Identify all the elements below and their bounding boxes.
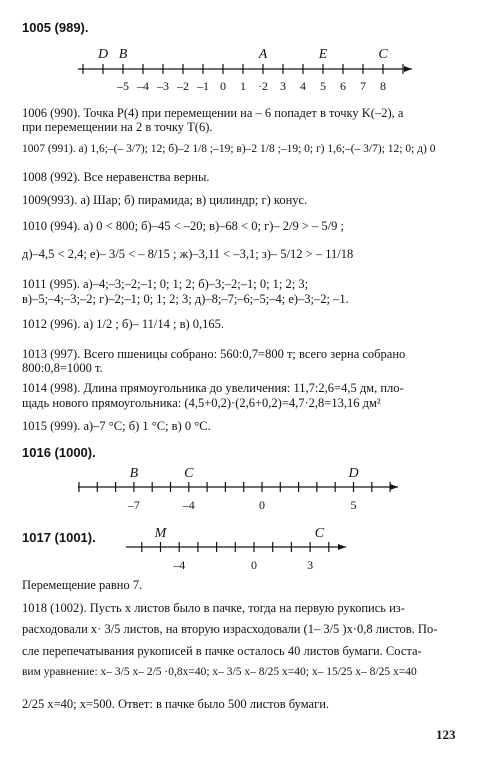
task-1006-line1: 1006 (990). Точка P(4) при перемещении на – 6 попадет в точку K(–2), а [22, 106, 404, 120]
nl1-tick-label: 3 [280, 79, 286, 93]
task-1005-header: 1005 (989). [22, 20, 89, 35]
nl3-tick-label: 3 [307, 558, 314, 572]
nl2-point-label: D [348, 466, 359, 481]
nl1-tick-label: 1 [240, 79, 246, 93]
task-1018-line5: 2/25 x=40; x=500. Ответ: в пачке было 500 листов бумаги. [22, 697, 330, 711]
nl2-tick-label: 0 [259, 498, 265, 512]
task-1014-line2: щадь нового прямоугольника: (4,5+0,2)·(2,6+0,2)=4,7·2,8=13,16 дм² [22, 396, 381, 410]
nl1-point-label: C [378, 47, 388, 62]
nl1-point-label: B [118, 47, 128, 62]
nl2-point-label: C [184, 466, 194, 481]
nl3-tick-label: 0 [251, 558, 257, 572]
nl3-point-label: C [314, 526, 325, 541]
nl1-point-label: E [318, 47, 328, 62]
nl3-point-label: M [154, 526, 167, 541]
nl1-point-label: A [258, 47, 268, 62]
nl1-tick-label: –1 [197, 79, 209, 93]
task-1017-header: 1017 (1001). [22, 530, 96, 545]
nl1-tick-label: –3 [157, 79, 169, 93]
task-1006-line2: при перемещении на 2 в точку T(6). [22, 120, 213, 134]
nl2-tick-label: –7 [127, 498, 140, 512]
nl3-tick-label: –4 [173, 558, 186, 572]
nl1-tick-label: 7 [360, 79, 366, 93]
nl2-tick-label: –4 [182, 498, 195, 512]
nl2-point-label: B [129, 466, 139, 481]
nl1-tick-label: –2 [177, 79, 189, 93]
nl1-tick-label: –5 [117, 79, 129, 93]
task-1011-line1: 1011 (995). а)–4;–3;–2;–1; 0; 1; 2; б)–3;–2;–1; 0; 1; 2; 3; [22, 277, 309, 291]
task-1017-answer: Перемещение равно 7. [22, 578, 143, 592]
nl1-tick-label: 0 [220, 79, 226, 93]
task-1018-line3: сле перепечатывания рукописей в пачке осталось 40 листов бумаги. Соста- [22, 644, 422, 658]
page-number: 123 [436, 727, 456, 742]
nl1-point-label: D [97, 47, 109, 62]
nl1-tick-label: 6 [340, 79, 346, 93]
nl1-tick-label: 5 [320, 79, 326, 93]
task-1014-line1: 1014 (998). Длина прямоугольника до увеличения: 11,7:2,6=4,5 дм, пло- [22, 381, 404, 395]
task-1009: 1009(993). а) Шар; б) пирамида; в) цилиндр; г) конус. [22, 193, 308, 207]
nl1-tick-label: ·2 [258, 79, 268, 93]
task-1010-line1: 1010 (994). а) 0 < 800; б)–45 < –20; в)–68 < 0; г)– 2/9 > – 5/9 ; [22, 219, 344, 233]
nl2-tick-label: 5 [350, 498, 357, 512]
task-1018-line1: 1018 (1002). Пусть x листов было в пачке, тогда на первую рукопись из- [22, 601, 405, 615]
task-1011-line2: в)–5;–4;–3;–2; г)–2;–1; 0; 1; 2; 3; д)–8;–7;–6;–5;–4; е)–3;–2; –1. [22, 292, 349, 306]
task-1013-line1: 1013 (997). Всего пшеницы собрано: 560:0,7=800 т; всего зерна собрано [22, 347, 406, 361]
task-1015: 1015 (999). а)–7 °С; б) 1 °С; в) 0 °С. [22, 419, 211, 433]
task-1016-header: 1016 (1000). [22, 445, 96, 460]
task-1010-line2: д)–4,5 < 2,4; е)– 3/5 < – 8/15 ; ж)–3,11 < –3,1; з)– 5/12 > – 11/18 [22, 247, 354, 261]
nl1-tick-label: 4 [300, 79, 306, 93]
task-1012: 1012 (996). а) 1/2 ; б)– 11/14 ; в) 0,165. [22, 317, 225, 331]
task-1018-line2: расходовали x· 3/5 листов, на вторую израсходовали (1– 3/5 )x·0,8 листов. По- [22, 622, 438, 636]
task-1007: 1007 (991). а) 1,6;–(– 3/7); 12; б)–2 1/8 ;–19; в)–2 1/8 ;–19; 0; г) 1,6;–(– 3/7); 12; 0; д) 0 [22, 143, 436, 155]
task-1018-line4: вим уравнение: x– 3/5 x– 2/5 ·0,8x=40; x– 3/5 x– 8/25 x=40; x– 15/25 x– 8/25 x=40 [22, 666, 417, 678]
task-1013-line2: 800:0,8=1000 т. [22, 361, 103, 375]
nl1-tick-label: –4 [137, 79, 149, 93]
task-1008: 1008 (992). Все неравенства верны. [22, 170, 210, 184]
nl1-tick-label: 8 [380, 79, 386, 93]
